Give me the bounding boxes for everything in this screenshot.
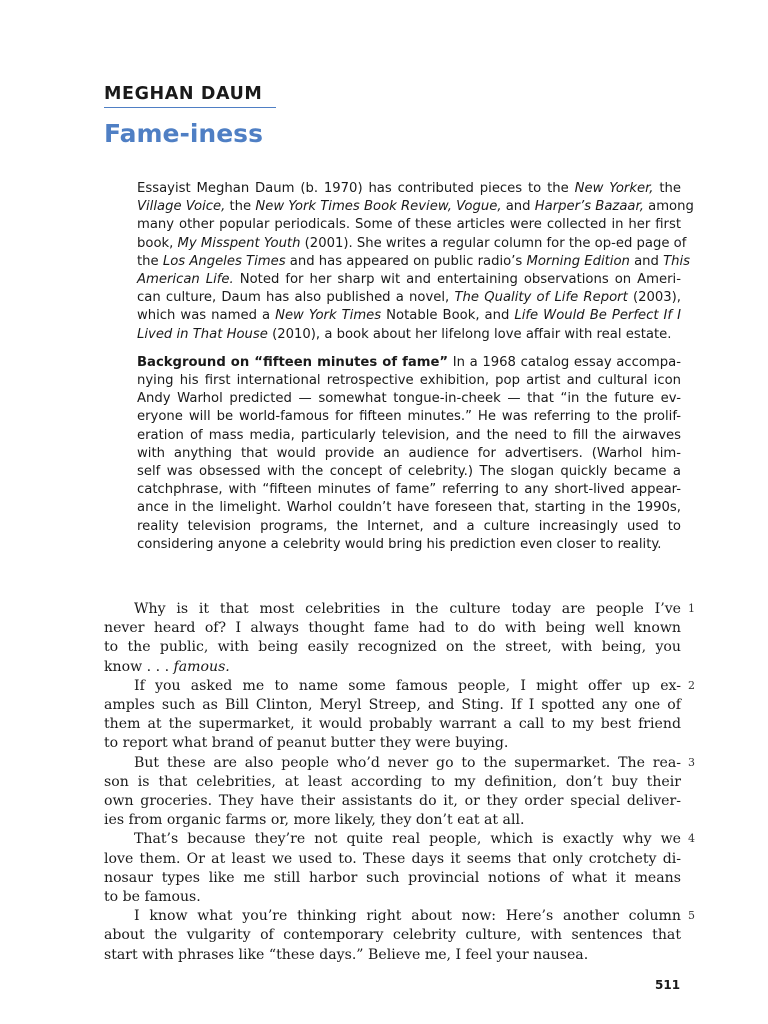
text-run: never heard of? I always thought fame had to do with being well known — [104, 620, 681, 637]
text-run: the — [225, 199, 256, 215]
text-run: book, — [137, 235, 178, 251]
paragraph-number: 3 — [688, 756, 695, 769]
background-line — [137, 408, 681, 426]
text-run: nying his first international retrospective exhibition, pop artist and cultural icon — [137, 373, 681, 389]
text-run: Noted for her sharp wit and entertaining observations on Ameri- — [233, 272, 681, 288]
text-run: love them. Or at least we used to. These days it seems that only crotchety di- — [104, 850, 681, 867]
text-run: which was named a — [137, 308, 276, 324]
essay-line — [104, 926, 681, 945]
text-run: amples such as Bill Clinton, Meryl Streep, and Sting. If I spotted any one of — [104, 697, 681, 714]
paragraph-number: 2 — [688, 679, 695, 692]
text-run: ies from organic farms or, more likely, they don’t eat at all. — [104, 812, 525, 829]
essay-line — [104, 907, 681, 926]
text-run: In a 1968 catalog essay accompa- — [448, 354, 681, 370]
text-run: know . . . — [104, 658, 174, 675]
text-run: reality television programs, the Internet, and a culture increasingly used to — [137, 518, 681, 534]
text-run: with anything that would provide an audience for advertisers. (Warhol him- — [137, 445, 681, 461]
essay-line — [104, 696, 681, 715]
background-line — [137, 518, 681, 536]
text-run: to be famous. — [104, 889, 201, 906]
text-run: If you asked me to name some famous people, I might offer up ex- — [134, 677, 681, 694]
text-run: and has appeared on public radio’s — [285, 253, 527, 269]
bio-line — [137, 216, 681, 234]
text-run: Lived in That House — [137, 326, 268, 342]
text-run: (2010), a book about her lifelong love affair with real estate. — [267, 326, 672, 342]
background-line — [137, 427, 681, 445]
essay-line — [104, 946, 681, 965]
background-line — [137, 481, 681, 499]
bio-line — [137, 307, 681, 325]
text-run: That’s because they’re not quite real people, which is exactly why we — [134, 831, 681, 848]
text-run: Village Voice, — [137, 199, 226, 215]
text-run: many other popular periodicals. Some of these articles were collected in her first — [137, 217, 681, 233]
essay-line — [104, 888, 681, 907]
background-line — [137, 372, 681, 390]
text-run: Why is it that most celebrities in the culture today are people I’ve — [134, 601, 681, 617]
text-run: the — [137, 253, 163, 269]
bio-line — [137, 326, 681, 344]
essay-title: Fame-iness — [104, 119, 263, 148]
text-run: Morning Edition — [526, 253, 630, 269]
background-line — [137, 354, 681, 372]
text-run: among — [643, 199, 694, 215]
background-note — [137, 354, 681, 554]
author-bio — [137, 180, 694, 344]
essay-line — [104, 773, 681, 792]
text-run: I know what you’re thinking right about now: Here’s another column — [134, 908, 681, 925]
bio-line — [137, 253, 691, 271]
text-run: catchphrase, with “fifteen minutes of fame” referring to any short-lived appear- — [137, 482, 681, 498]
text-run: nosaur types like me still harbor such provincial notions of what it means — [104, 869, 681, 886]
text-run: But these are also people who’d never go to the supermarket. The rea- — [134, 754, 681, 771]
essay-line — [104, 830, 681, 849]
text-run: New York Times — [275, 308, 382, 324]
text-run: to report what brand of peanut butter they were buying. — [104, 735, 509, 752]
background-line — [137, 536, 681, 554]
essay-line — [104, 754, 681, 773]
text-run: own groceries. They have their assistants do it, or they order special deliver- — [104, 793, 681, 810]
bio-line — [137, 180, 681, 198]
essay-line — [104, 619, 681, 638]
paragraph-number: 1 — [688, 602, 695, 615]
essay-body — [104, 600, 681, 965]
essay-line — [104, 677, 681, 696]
paragraph-number: 5 — [688, 909, 695, 922]
text-run: New York Times Book Review, Vogue, — [255, 199, 502, 215]
text-run: Essayist Meghan Daum (b. 1970) has contributed pieces to the — [137, 181, 575, 196]
text-run: Los Angeles Times — [162, 253, 286, 269]
essay-line — [104, 792, 681, 811]
text-run: them at the supermarket, it would probably warrant a call to my best friend — [104, 716, 681, 733]
text-run: and — [501, 199, 535, 215]
text-run: Life Would Be Perfect If I — [514, 308, 681, 324]
text-run: Harper’s Bazaar, — [534, 199, 644, 215]
bio-line — [137, 235, 687, 253]
background-line — [137, 463, 681, 481]
text-run: considering anyone a celebrity would bring his prediction even closer to reality. — [137, 536, 662, 552]
essay-line — [104, 658, 681, 677]
text-run: son is that celebrities, at least according to my definition, don’t buy their — [104, 773, 681, 790]
text-run: ance in the limelight. Warhol couldn’t have foreseen that, starting in the 1990s, — [137, 500, 681, 516]
text-run: New Yorker, — [574, 181, 654, 196]
text-run: (2001). She writes a regular column for the op-ed page of — [300, 235, 687, 251]
text-run: Notable Book, and — [381, 308, 515, 324]
essay-line — [104, 715, 681, 734]
paragraph-number: 4 — [688, 832, 695, 845]
text-run: American Life. — [137, 272, 234, 288]
author-name: MEGHAN DAUM — [104, 84, 276, 108]
background-heading: Background on “fifteen minutes of fame” — [137, 354, 449, 370]
text-run: My Misspent Youth — [177, 235, 301, 251]
text-run: self was obsessed with the concept of celebrity.) The slogan quickly became a — [137, 464, 681, 480]
background-line — [137, 390, 681, 408]
essay-line — [104, 734, 681, 753]
essay-line — [104, 638, 681, 657]
text-run: (2003), — [627, 290, 682, 306]
page-number: 511 — [655, 978, 681, 992]
essay-line — [104, 600, 681, 619]
background-line — [137, 445, 681, 463]
essay-line — [104, 811, 681, 830]
bio-line — [137, 289, 681, 307]
text-run: can culture, Daum has also published a novel, — [137, 290, 455, 306]
text-run: about the vulgarity of contemporary celebrity culture, with sentences that — [104, 927, 681, 944]
bio-line — [137, 198, 694, 216]
text-run: This — [663, 253, 691, 269]
background-line — [137, 499, 681, 517]
text-run: famous. — [173, 658, 230, 675]
bio-line — [137, 271, 681, 289]
text-run: and — [629, 253, 664, 269]
text-run: eration of mass media, particularly television, and the need to fill the airwaves — [137, 427, 681, 443]
text-run: the — [653, 181, 681, 196]
text-run: eryone will be world-famous for fifteen minutes.” He was referring to the prolif- — [137, 409, 681, 425]
text-run: Andy Warhol predicted — somewhat tongue-in-cheek — that “in the future ev- — [137, 391, 681, 407]
text-run: to the public, with being easily recognized on the street, with being, you — [104, 639, 681, 656]
author-introduction — [137, 180, 694, 554]
text-run: start with phrases like “these days.” Believe me, I feel your nausea. — [104, 946, 589, 963]
text-run: The Quality of Life Report — [454, 290, 628, 306]
essay-line — [104, 869, 681, 888]
essay-line — [104, 850, 681, 869]
